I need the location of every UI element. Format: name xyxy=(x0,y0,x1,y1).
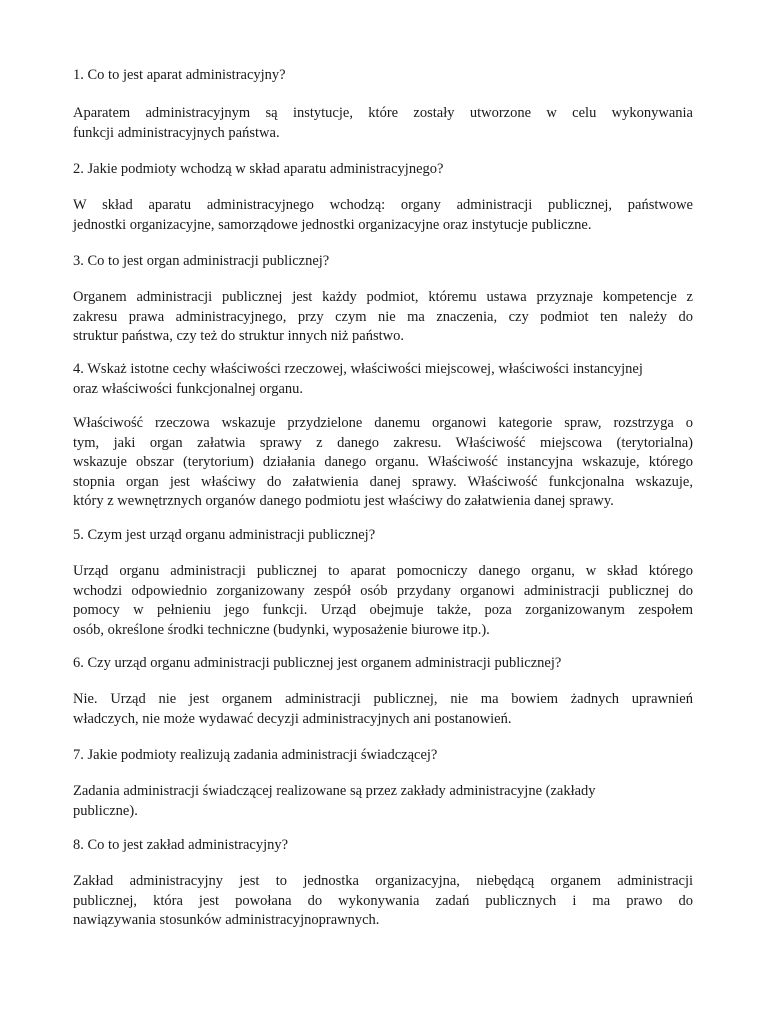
answer-line: W skład aparatu administracyjnego wchodzą: organy administracji publicznej, państwowe xyxy=(73,197,693,213)
answer-line: pomocy w pełnieniu jego funkcji. Urząd obejmuje także, poza zorganizowanym zespołem xyxy=(73,602,693,618)
answer-1 xyxy=(73,104,693,143)
answer-line: osób, określone środki techniczne (budynki, wyposażenie biurowe itp.). xyxy=(73,621,490,638)
section-8 xyxy=(73,836,693,855)
answer-line: publiczne). xyxy=(73,802,138,819)
answer-4 xyxy=(73,414,693,512)
question-2: 2. Jakie podmioty wchodzą w skład aparatu administracyjnego? xyxy=(73,161,444,177)
section-6 xyxy=(73,654,693,673)
section-4 xyxy=(73,360,693,399)
answer-line: który z wewnętrznych organów danego podmiotu jest właściwy do załatwienia danej sprawy. xyxy=(73,493,614,509)
answer-line: Urząd organu administracji publicznej to aparat pomocniczy danego organu, w skład którego xyxy=(73,563,693,579)
question-3: 3. Co to jest organ administracji publicznej? xyxy=(73,253,330,269)
answer-line: zakresu prawa administracyjnego, przy czym nie ma znaczenia, czy podmiot ten należy do xyxy=(73,308,693,325)
answer-8 xyxy=(73,872,693,931)
answer-line: publicznej, która jest powołana do wykonywania zadań publicznych i ma prawo do xyxy=(73,892,693,909)
answer-6 xyxy=(73,690,693,729)
question-5: 5. Czym jest urząd organu administracji publicznej? xyxy=(73,527,376,543)
answer-line: Organem administracji publicznej jest każdy podmiot, któremu ustawa przyznaje kompetencje z xyxy=(73,289,693,305)
answer-2 xyxy=(73,196,693,235)
answer-line: Nie. Urząd nie jest organem administracji publicznej, nie ma bowiem żadnych uprawnień xyxy=(73,691,693,707)
answer-line: jednostki organizacyjne, samorządowe jednostki organizacyjne oraz instytucje publiczne. xyxy=(73,216,592,233)
answer-line: wchodzi odpowiednio zorganizowany zespół osób przydany organowi administracji publicznej do xyxy=(73,582,693,599)
answer-line: Aparatem administracyjnym są instytucje, które zostały utworzone w celu wykonywania xyxy=(73,105,693,121)
question-6: 6. Czy urząd organu administracji publicznej jest organem administracji publicznej? xyxy=(73,655,562,671)
answer-3 xyxy=(73,288,693,347)
answer-line: Właściwość rzeczowa wskazuje przydzielone danemu organowi kategorie spraw, rozstrzyga o xyxy=(73,415,693,431)
section-1 xyxy=(73,66,693,85)
answer-line: Zakład administracyjny jest to jednostka organizacyjna, niebędącą organem administracji xyxy=(73,873,693,889)
answer-line: tym, jaki organ załatwia sprawy z danego zakresu. Właściwość miejscowa (terytorialna) xyxy=(73,434,693,451)
answer-7 xyxy=(73,782,693,821)
section-5 xyxy=(73,526,693,545)
section-2 xyxy=(73,160,693,179)
question-1: 1. Co to jest aparat administracyjny? xyxy=(73,67,286,83)
question-7: 7. Jakie podmioty realizują zadania administracji świadczącej? xyxy=(73,747,438,763)
answer-line: wskazuje obszar (terytorium) działania danego organu. Właściwość instancyjna wskazuje, którego xyxy=(73,454,693,470)
answer-line: funkcji administracyjnych państwa. xyxy=(73,124,280,141)
answer-line: władczych, nie może wydawać decyzji administracyjnych ani postanowień. xyxy=(73,710,512,727)
question-4: 4. Wskaż istotne cechy właściwości rzeczowej, właściwości miejscowej, właściwości instancyjnej xyxy=(73,361,643,377)
answer-line: struktur państwa, czy też do struktur innych niż państwo. xyxy=(73,328,405,344)
question-8: 8. Co to jest zakład administracyjny? xyxy=(73,837,289,853)
answer-line: nawiązywania stosunków administracyjnoprawnych. xyxy=(73,912,380,928)
section-3 xyxy=(73,252,693,271)
answer-line: stopnia organ jest właściwy do załatwienia danej sprawy. Właściwość funkcjonalna wskazuje, xyxy=(73,473,693,490)
question-4-continuation: oraz właściwości funkcjonalnej organu. xyxy=(73,381,304,397)
answer-line: Zadania administracji świadczącej realizowane są przez zakłady administracyjne (zakłady xyxy=(73,783,596,799)
answer-5 xyxy=(73,562,693,640)
section-7 xyxy=(73,746,693,765)
